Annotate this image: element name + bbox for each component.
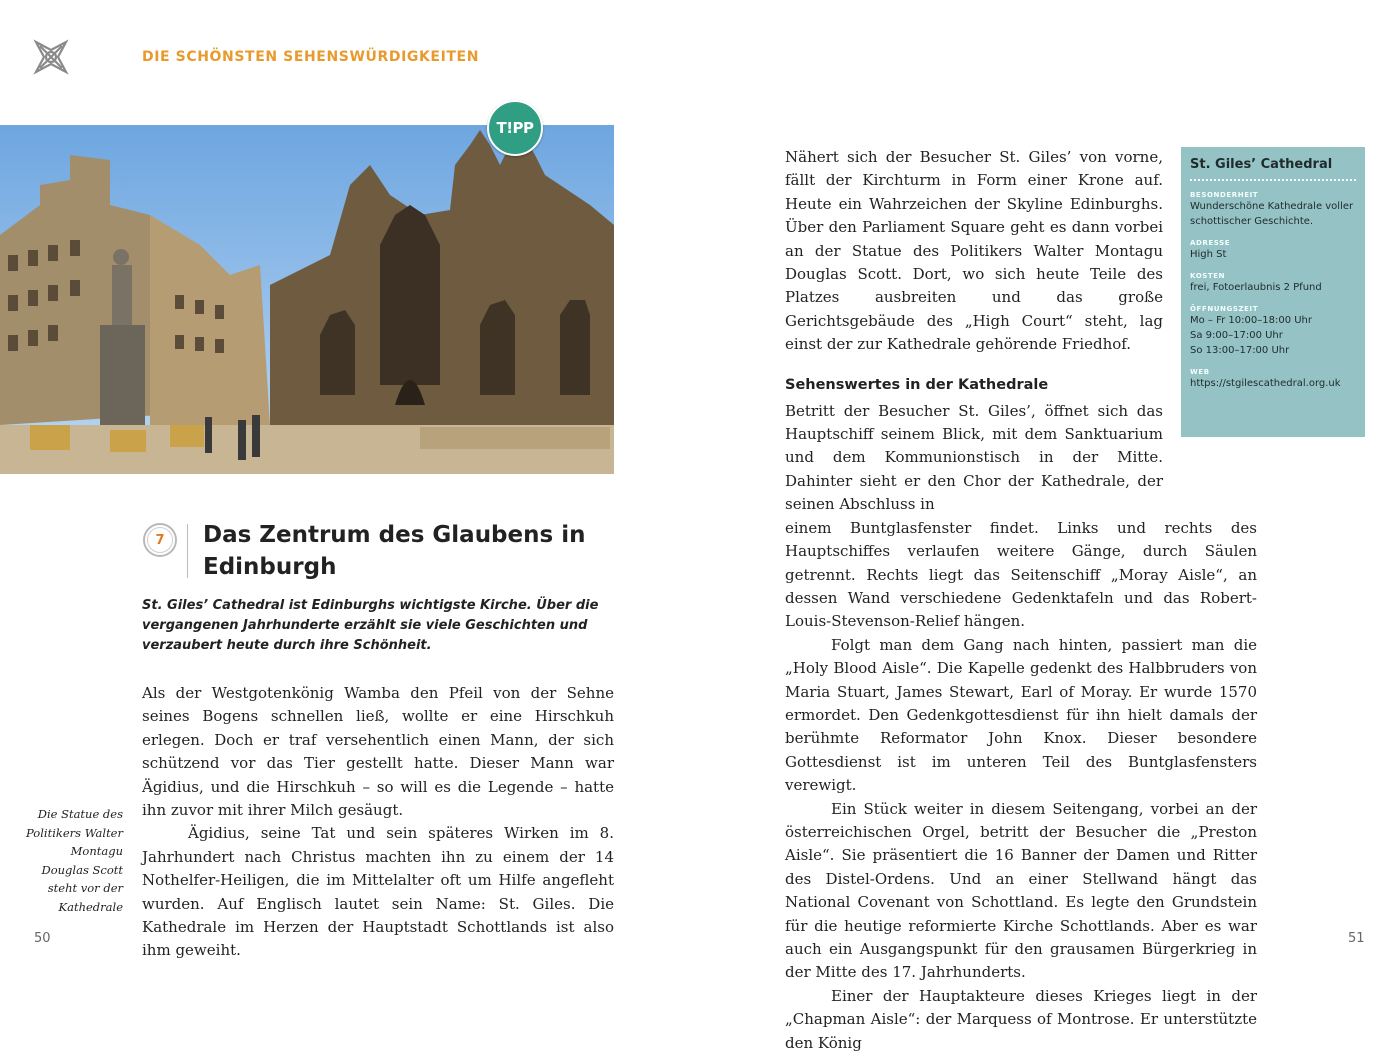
- paragraph: Einer der Hauptakteure dieses Krieges liegt in der „Chapman Aisle“: der Marquess of Montrose. Er unterstützte den König: [785, 986, 1257, 1052]
- article-title: Das Zentrum des Glaubens in Edinburgh: [203, 522, 586, 580]
- info-value: High St: [1190, 249, 1227, 260]
- info-box-title: St. Giles’ Cathedral: [1190, 157, 1356, 181]
- info-value: frei, Fotoerlaubnis 2 Pfund: [1190, 282, 1322, 293]
- info-label: WEB: [1190, 368, 1210, 376]
- subheading: Sehenswertes in der Kathedrale: [785, 376, 1049, 393]
- info-value: Wunderschöne Kathedrale voller schottischer Geschichte.: [1190, 201, 1354, 227]
- page-number-left: 50: [34, 931, 51, 946]
- hours-line: Sa 9:00–17:00 Uhr: [1190, 330, 1283, 341]
- info-label: KOSTEN: [1190, 272, 1226, 280]
- paragraph: Nähert sich der Besucher St. Giles’ von vorne, fällt der Kirchturm in Form einer Krone auf. Heute ein Wahrzeichen der Skyline Edinburghs. Über den Parliament Square geht es dann vorbei an der Statue des Politikers Walter Montagu Douglas Scott. Dort, wo sich heute Teile des Platzes ausbreiten und das große Gerichtsgebäude des „High Court“ steht, lag einst der zur Kathedrale gehörende Friedhof.: [785, 148, 1163, 354]
- paragraph: Betritt der Besucher St. Giles’, öffnet sich das Hauptschiff seinem Blick, mit dem Sanktuarium und dem Kommunionstisch in der Mitte. Dahinter sieht er den Chor der Kathedrale, der seinen Abschluss in: [785, 401, 1163, 514]
- left-body-text: [142, 682, 614, 963]
- photo-caption: Die Statue des Politikers Walter Montagu Douglas Scott steht vor der Kathedrale: [26, 807, 123, 914]
- website-link[interactable]: https://stgilescathedral.org.uk: [1190, 378, 1341, 389]
- article-number-badge: [143, 523, 177, 557]
- info-box: [1181, 147, 1365, 437]
- paragraph: Folgt man dem Gang nach hinten, passiert man die „Holy Blood Aisle“. Die Kapelle gedenkt des Halbbruders von Maria Stuart, James Stewart, Earl of Moray. Er wurde 1570 ermordet. Den Gedenkgottesdienst für ihn hielt damals der berühmte Reformator John Knox. Dieser besondere Gottesdienst ist im unteren Teil des Buntglasfensters verewigt.: [785, 635, 1257, 795]
- info-label: BESONDERHEIT: [1190, 191, 1259, 199]
- page-number-right: 51: [1348, 931, 1365, 946]
- tipp-badge: T!PP: [487, 100, 543, 156]
- opening-hours: [1190, 313, 1356, 358]
- info-label: ADRESSE: [1190, 239, 1231, 247]
- paragraph: Ein Stück weiter in diesem Seitengang, vorbei an der österreichischen Orgel, betritt der Besucher die „Preston Aisle“. Sie präsentiert die 16 Banner der Damen und Ritter des Distel-Ordens. Und an einer Stellwand hängt das National Covenant von Schottland. Es legte den Grundstein für die heutige reformierte Kirche Schottlands. Aber es war auch ein Ausgangspunkt für den grausamen Bürgerkrieg in der Mitte des 17. Jahrhunderts.: [785, 799, 1257, 982]
- article-lead: St. Giles’ Cathedral ist Edinburghs wichtigste Kirche. Über die vergangenen Jahrhunderte erzählt sie viele Geschichten und verzaubert heute durch ihre Schönheit.: [142, 598, 599, 653]
- paragraph: einem Buntglasfenster findet. Links und rechts des Hauptschiffes verlaufen weitere Gänge, durch Säulen getrennt. Rechts liegt das Seitenschiff „Moray Aisle“, an dessen Wand verschiedene Gedenktafeln und das Robert-Louis-Stevenson-Relief hängen.: [785, 518, 1257, 631]
- hours-line: So 13:00–17:00 Uhr: [1190, 345, 1290, 356]
- hours-line: Mo – Fr 10:00–18:00 Uhr: [1190, 315, 1313, 326]
- paragraph: Ägidius, seine Tat und sein späteres Wirken im 8. Jahrhundert nach Christus machten ihn zu einem der 14 Nothelfer-Heiligen, die im Mittelalter oft um Hilfe angefleht wurden. Auf Englisch lautet sein Name: St. Giles. Die Kathedrale im Herzen der Hauptstadt Schottlands ist also ihm geweiht.: [142, 824, 614, 960]
- article-number: 7: [147, 527, 173, 553]
- section-title: DIE SCHÖNSTEN SEHENSWÜRDIGKEITEN: [142, 49, 480, 65]
- info-label: ÖFFNUNGSZEIT: [1190, 305, 1259, 313]
- paragraph: Als der Westgotenkönig Wamba den Pfeil von der Sehne seines Bogens schnellen ließ, wollte er eine Hirschkuh erlegen. Doch er traf versehentlich einen Mann, der sich schützend vor das Tier gestellt hatte. Dieser Mann war Ägidius, und die Hirschkuh – so will es die Legende – hatte ihn zuvor mit ihrer Milch gesäugt.: [142, 684, 614, 820]
- heading-divider: [187, 524, 188, 578]
- knot-logo-icon: [30, 36, 72, 78]
- cathedral-photo: [0, 125, 614, 474]
